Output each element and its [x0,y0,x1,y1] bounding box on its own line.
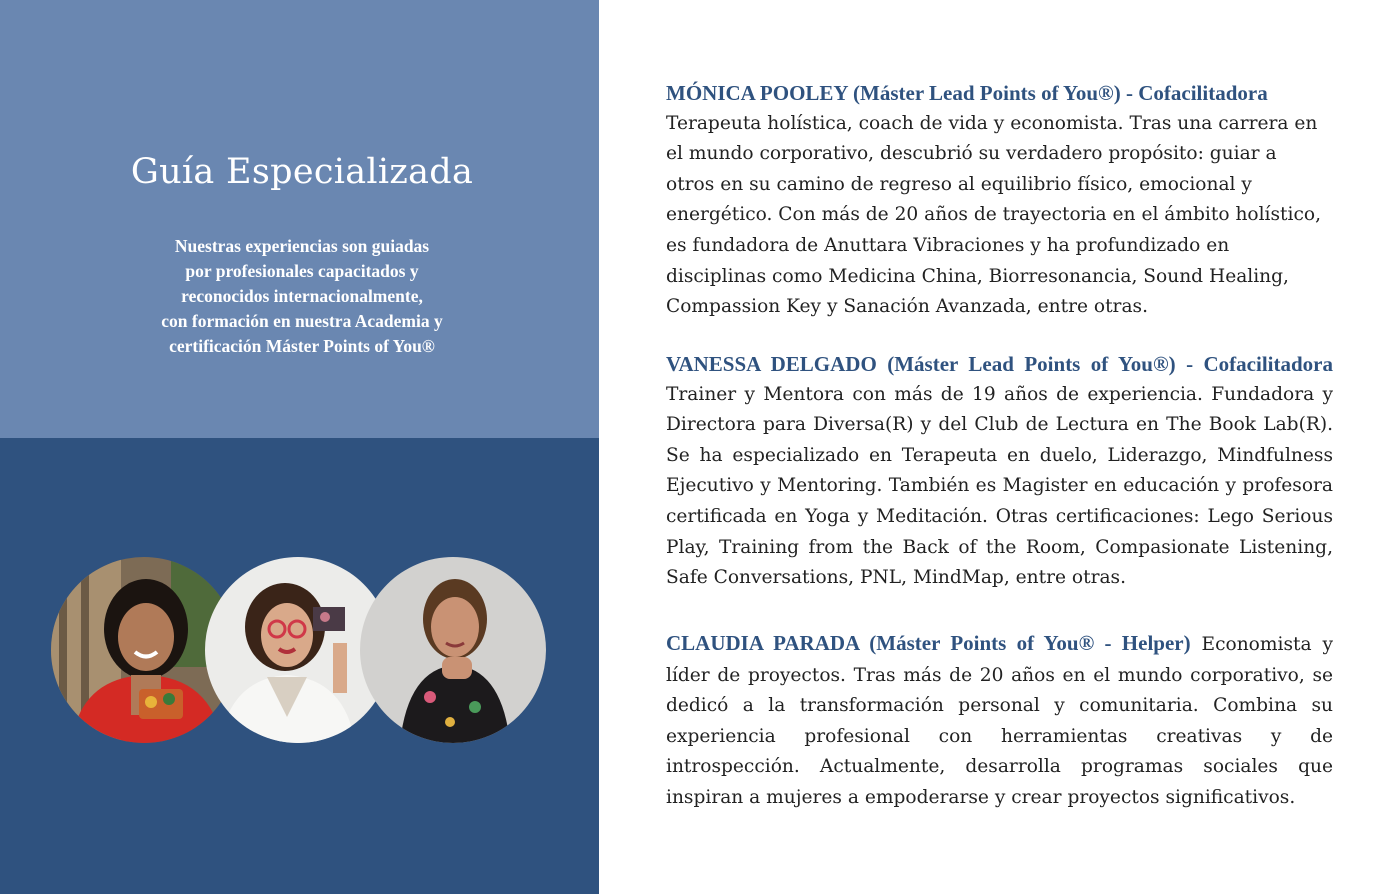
bio-line: experiencia profesional con herramientas creativas y de [666,725,1333,747]
subtitle-line: reconocidos internacionalmente, [181,286,423,306]
subtitle-line: por profesionales capacitados y [185,261,419,281]
bio-line: Compassion Key y Sanación Avanzada, entre otras. [666,296,1148,318]
bio-line: introspección. Actualmente, desarrolla programas sociales que [666,756,1333,778]
bio-vanessa [666,349,1333,594]
bio-name: CLAUDIA PARADA (Máster Points of You® - Helper) [666,631,1191,655]
section-subtitle [0,234,604,359]
bio-line: inspiran a mujeres a empoderarse y crear proyectos significativos. [666,786,1296,808]
section-title: Guía Especializada [130,152,474,192]
bio-line: Terapeuta holística, coach de vida y economista. Tras una carrera en [666,112,1318,134]
bio-line: Play, Training from the Back of the Room, Compasionate Listening, [666,536,1333,558]
bio-monica [666,78,1333,323]
bio-line: Safe Conversations, PNL, MindMap, entre otras. [666,567,1126,589]
bio-name: MÓNICA POOLEY (Máster Lead Points of You®) - Cofacilitadora [666,81,1268,105]
bio-first-line-rest: Economista y [1201,634,1333,655]
bio-line: líder de proyectos. Tras más de 20 años en el mundo corporativo, se [666,664,1333,686]
subtitle-line: con formación en nuestra Academia y [161,311,443,331]
bio-first-line [666,628,1333,661]
bio-claudia [666,628,1333,814]
bio-line: Se ha especializado en Terapeuta en duelo, Liderazgo, Mindfulness [666,444,1333,466]
bio-line: disciplinas como Medicina China, Biorresonancia, Sound Healing, [666,265,1289,287]
bio-line: el mundo corporativo, descubrió su verdadero propósito: guiar a [666,143,1277,165]
subtitle-line: certificación Máster Points of You® [169,336,435,356]
left-top-panel [0,0,599,438]
photo-claudia [360,557,546,743]
bio-line: Ejecutivo y Mentoring. También es Magister en educación y profesora [666,475,1333,497]
bio-line: es fundadora de Anuttara Vibraciones y ha profundizado en [666,234,1230,256]
bio-line: energético. Con más de 20 años de trayectoria en el ámbito holístico, [666,204,1321,226]
bio-name: VANESSA DELGADO (Máster Lead Points of You®) - Cofacilitadora [666,352,1333,376]
bio-line: Trainer y Mentora con más de 19 años de experiencia. Fundadora y [666,383,1333,405]
subtitle-line: Nuestras experiencias son guiadas [174,236,430,256]
photo-claudia-image [360,557,546,743]
bio-line: otros en su camino de regreso al equilibrio físico, emocional y [666,173,1252,195]
bio-line: certificada en Yoga y Meditación. Otras certificaciones: Lego Serious [666,505,1333,527]
bio-line: dedicó a la transformación personal y comunitaria. Combina su [666,695,1333,717]
bio-line: Directora para Diversa(R) y del Club de Lectura en The Book Lab(R). [666,414,1333,436]
